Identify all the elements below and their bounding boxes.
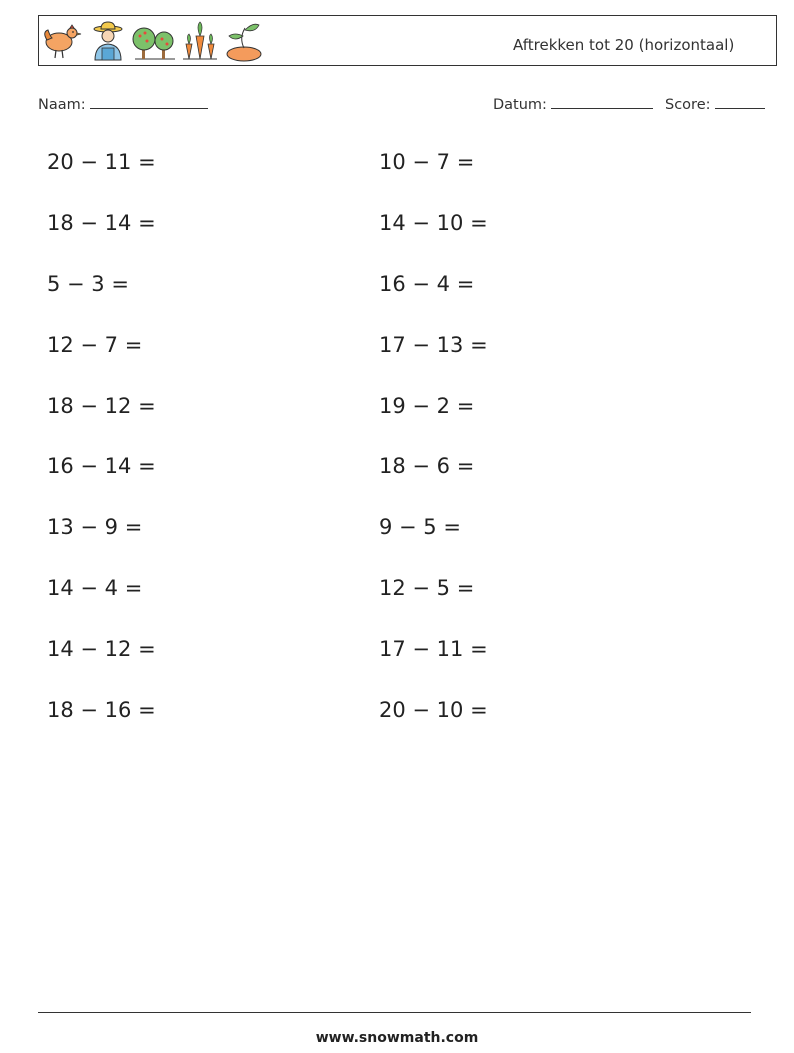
worksheet-header [38,15,777,66]
problem-right-7: 9 − 5 = [379,515,461,539]
problem-left-4: 12 − 7 = [47,333,143,357]
date-field [493,94,653,113]
problem-left-1: 20 − 11 = [47,150,156,174]
problem-right-3: 16 − 4 = [379,272,475,296]
score-blank[interactable] [715,94,765,109]
problem-left-3: 5 − 3 = [47,272,129,296]
problem-left-9: 14 − 12 = [47,637,156,661]
footer-divider [38,1012,751,1013]
problem-left-5: 18 − 12 = [47,394,156,418]
problem-right-10: 20 − 10 = [379,698,488,722]
score-label: Score: [665,97,711,113]
problem-right-8: 12 − 5 = [379,576,475,600]
footer-site-link[interactable]: www.snowmath.com [315,1030,479,1046]
score-field [665,94,765,113]
date-blank[interactable] [551,94,653,109]
name-label: Naam: [38,97,86,113]
problem-left-7: 13 − 9 = [47,515,143,539]
problem-left-8: 14 − 4 = [47,576,143,600]
problem-right-1: 10 − 7 = [379,150,475,174]
problem-left-10: 18 − 16 = [47,698,156,722]
problem-right-2: 14 − 10 = [379,211,488,235]
date-label: Datum: [493,97,547,113]
name-field [38,94,208,113]
farmer-icon [89,20,127,62]
peach-icon [223,20,265,62]
name-blank[interactable] [90,94,208,109]
problem-right-5: 19 − 2 = [379,394,475,418]
problem-left-6: 16 − 14 = [47,454,156,478]
problem-right-6: 18 − 6 = [379,454,475,478]
problem-left-2: 18 − 14 = [47,211,156,235]
chicken-icon [41,20,83,62]
trees-icon [131,20,179,62]
problem-right-4: 17 − 13 = [379,333,488,357]
worksheet-title: Aftrekken tot 20 (horizontaal) [513,36,735,54]
problem-right-9: 17 − 11 = [379,637,488,661]
carrots-icon [181,20,219,62]
